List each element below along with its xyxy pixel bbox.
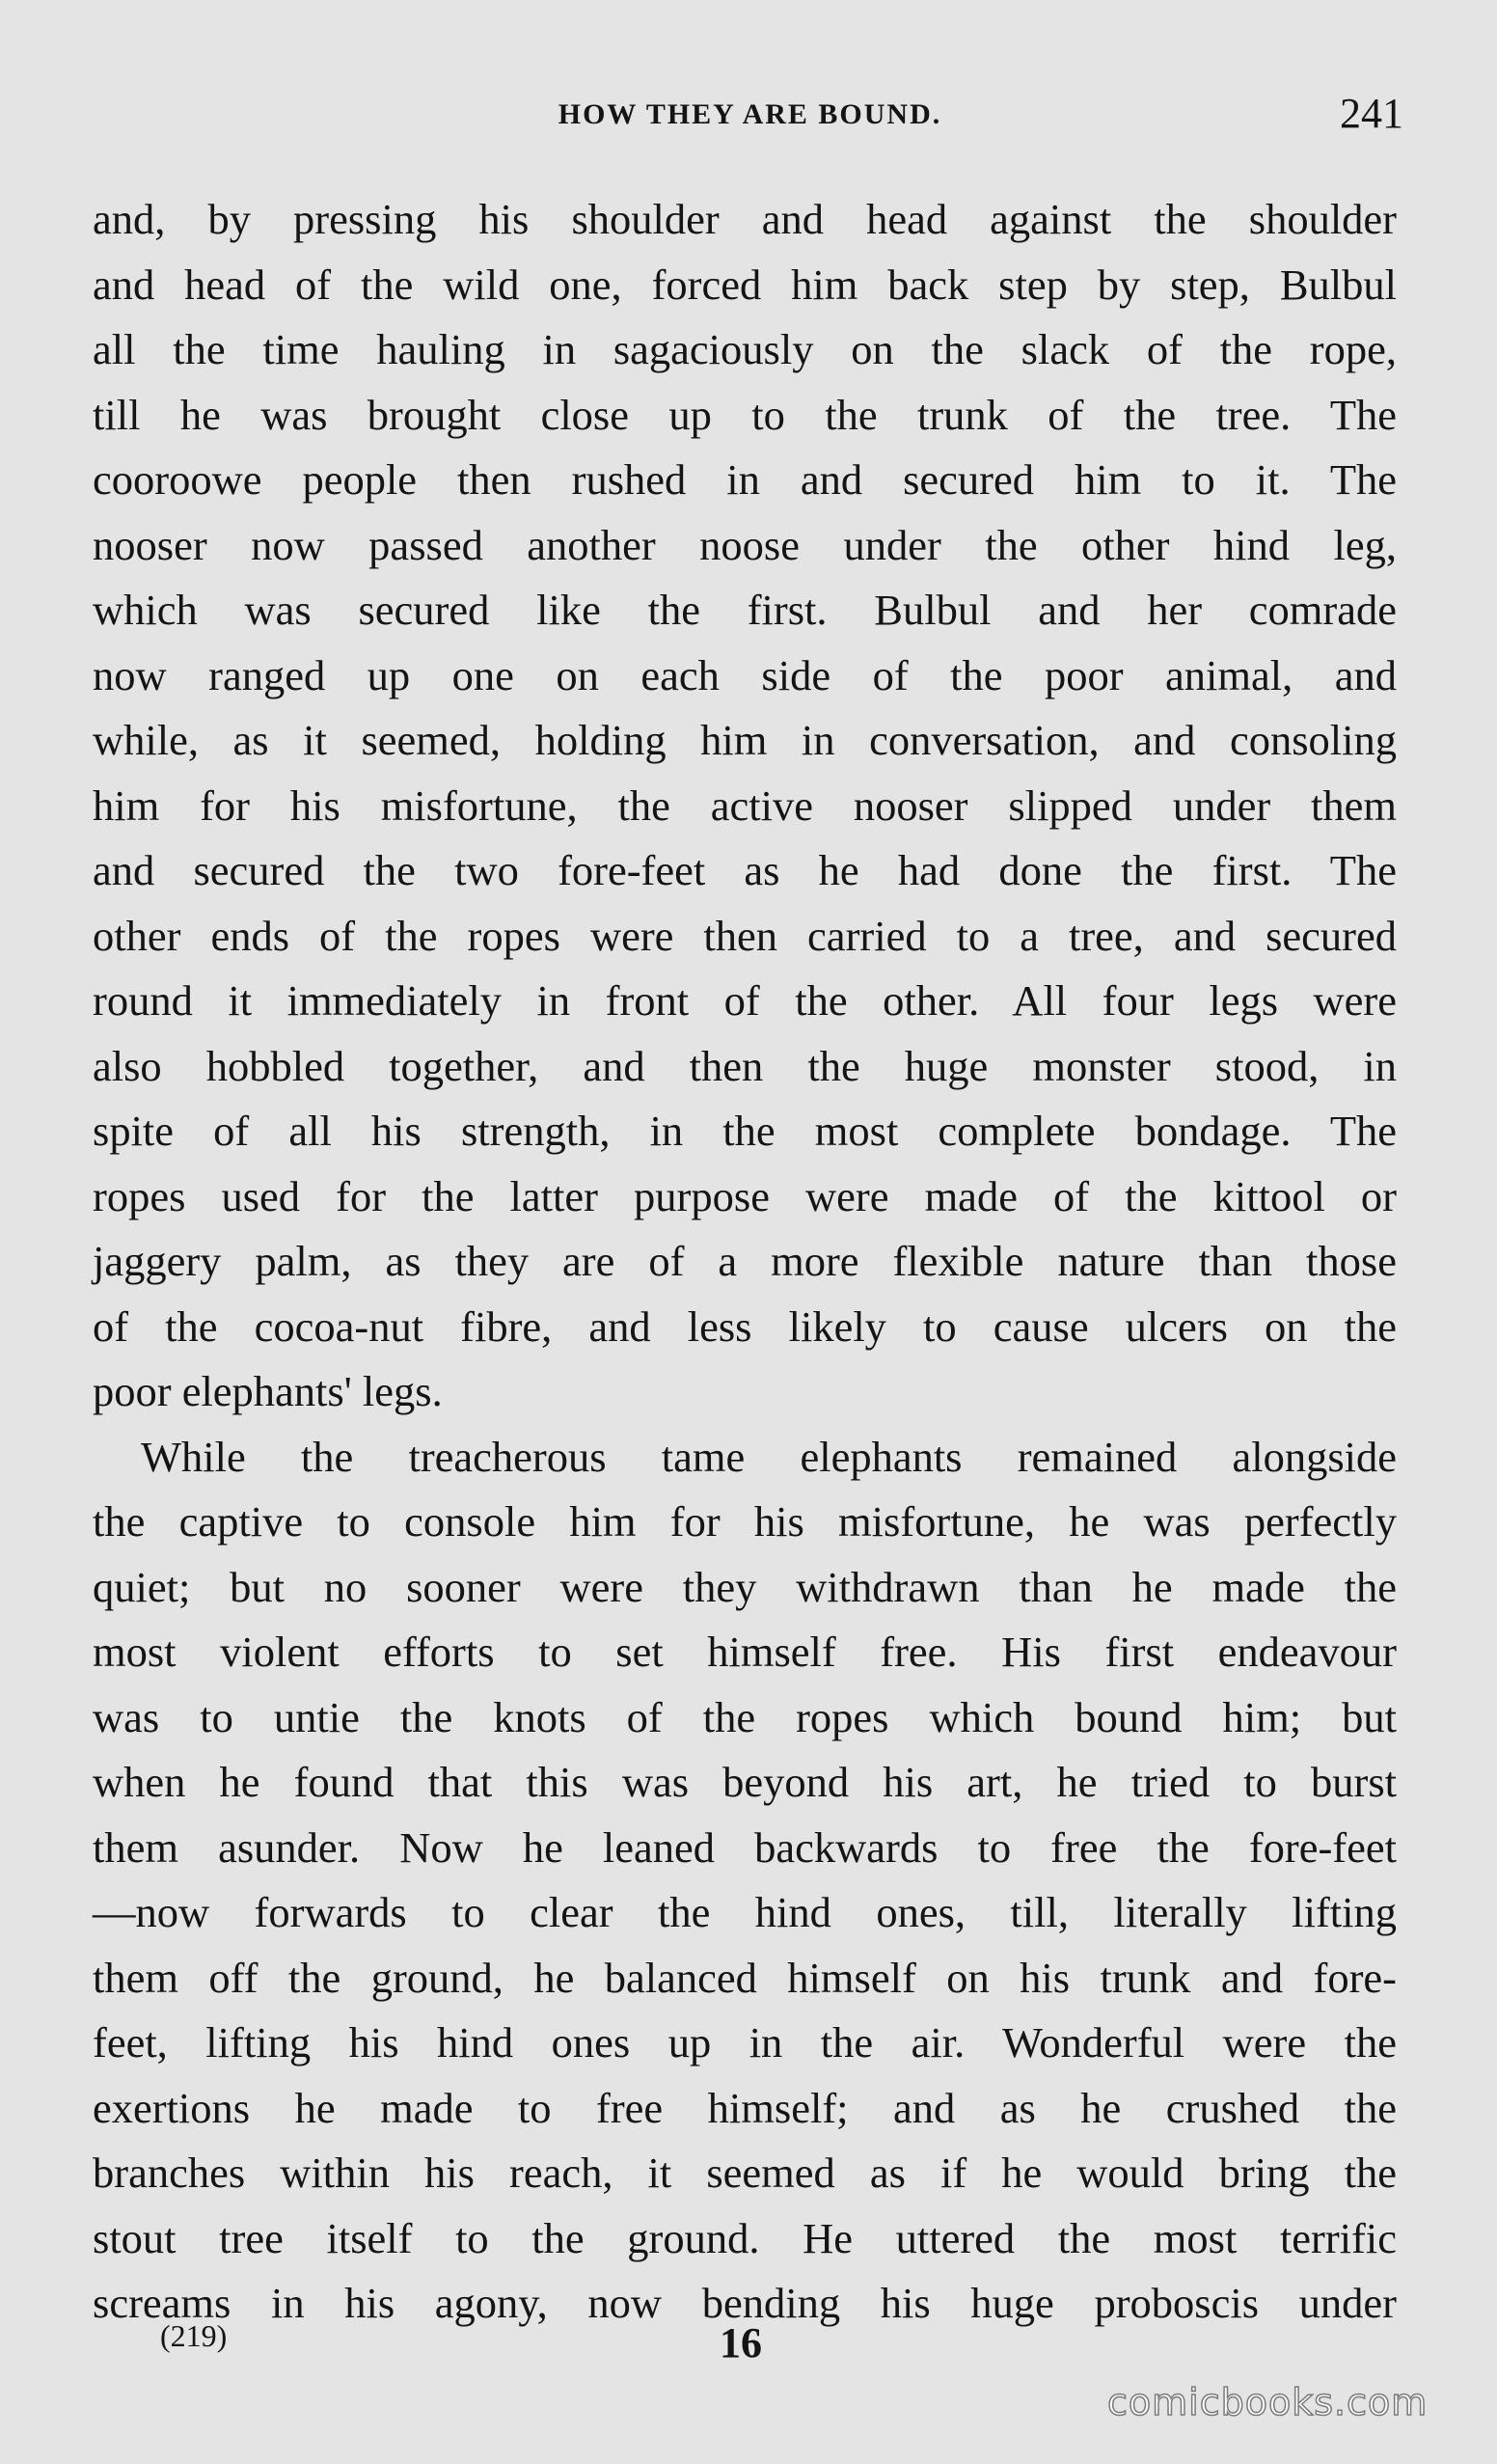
text-line: round it immediately in front of the other. All four legs were <box>93 976 1397 1025</box>
body-text <box>93 187 1397 2337</box>
text-line: screams in his agony, now bending his huge proboscis under <box>93 2279 1397 2327</box>
text-line: till he was brought close up to the trunk of the tree. The <box>93 390 1397 439</box>
text-line: quiet; but no sooner were they withdrawn than he made the <box>93 1562 1397 1611</box>
text-line: jaggery palm, as they are of a more flexible nature than those <box>93 1237 1397 1285</box>
text-line: exertions he made to free himself; and as he crushed the <box>93 2083 1397 2132</box>
watermark-logo: comicbooks.com <box>1107 2381 1429 2423</box>
text-line: other ends of the ropes were then carried to a tree, and secured <box>93 911 1397 960</box>
text-line: while, as it seemed, holding him in conversation, and consoling <box>93 716 1397 764</box>
text-line: now ranged up one on each side of the poor animal, and <box>93 650 1397 699</box>
page-number: 241 <box>1340 90 1403 137</box>
text-line: them asunder. Now he leaned backwards to free the fore-feet <box>93 1822 1397 1872</box>
text-line: —now forwards to clear the hind ones, till, literally lifting <box>93 1888 1397 1936</box>
text-line: feet, lifting his hind ones up in the air. Wonderful were the <box>93 2018 1397 2067</box>
text-line: him for his misfortune, the active nooser slipped under them <box>93 780 1397 830</box>
text-line: when he found that this was beyond his art, he tried to burst <box>93 1758 1397 1806</box>
printer-signature: (219) <box>160 2318 228 2353</box>
text-line: ropes used for the latter purpose were made of the kittool or <box>93 1171 1397 1220</box>
text-line: spite of all his strength, in the most complete bondage. The <box>93 1107 1397 1155</box>
running-header <box>96 89 1403 147</box>
text-line: cooroowe people then rushed in and secured him to it. The <box>93 455 1397 504</box>
text-line: of the cocoa-nut fibre, and less likely to cause ulcers on the <box>93 1301 1397 1351</box>
text-line: nooser now passed another noose under the other hind leg, <box>93 520 1397 569</box>
text-line: which was secured like the first. Bulbul and her comrade <box>93 586 1397 634</box>
text-line: and secured the two fore-feet as he had done the first. The <box>93 846 1397 894</box>
text-line: them off the ground, he balanced himself on his trunk and fore- <box>93 1953 1397 2002</box>
text-line: was to untie the knots of the ropes which bound him; but <box>93 1692 1397 1741</box>
text-line: the captive to console him for his misfortune, he was perfectly <box>93 1497 1397 1546</box>
text-line: stout tree itself to the ground. He uttered the most terrific <box>93 2213 1397 2262</box>
text-line: and head of the wild one, forced him back step by step, Bulbul <box>93 260 1397 309</box>
text-line: most violent efforts to set himself free. His first endeavour <box>93 1628 1397 1676</box>
text-line: and, by pressing his shoulder and head against the shoulder <box>93 195 1397 243</box>
text-line: also hobbled together, and then the huge monster stood, in <box>93 1041 1397 1090</box>
text-line: branches within his reach, it seemed as if he would bring the <box>93 2149 1397 2197</box>
text-line: all the time hauling in sagaciously on the slack of the rope, <box>93 325 1397 373</box>
sheet-number: 16 <box>720 2319 762 2367</box>
paragraph-start-line: While the treacherous tame elephants remained alongside <box>141 1432 1397 1481</box>
paragraph-end-line: poor elephants' legs. <box>93 1367 443 1415</box>
running-title: HOW THEY ARE BOUND. <box>558 98 942 130</box>
